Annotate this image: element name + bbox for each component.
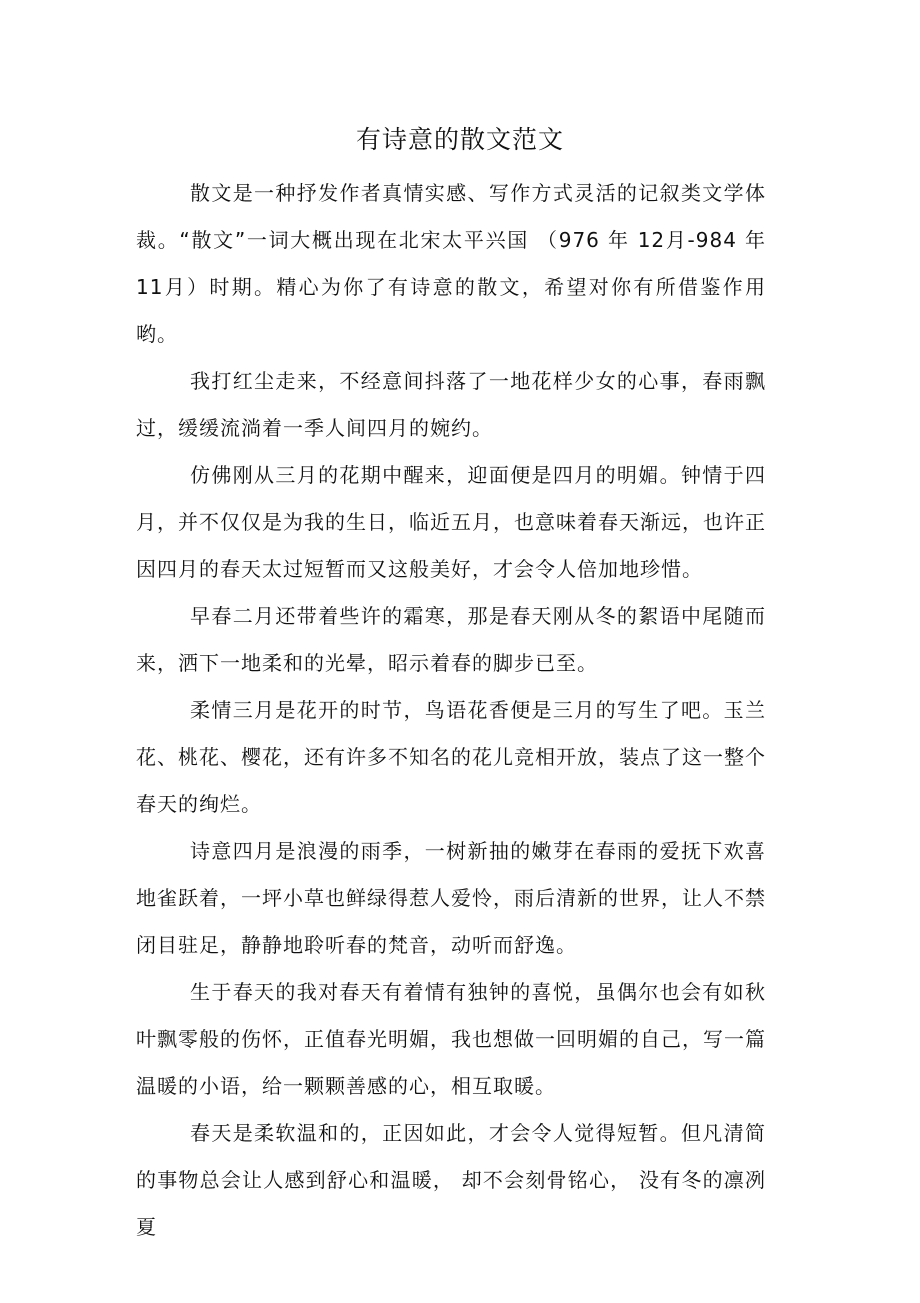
paragraph-february: 早春二月还带着些许的霜寒，那是春天刚从冬的絮语中尾随而来，洒下一地柔和的光晕，昭示着春的脚步已至。 — [136, 604, 766, 675]
paragraph-intro: 散文是一种抒发作者真情实感、写作方式灵活的记叙类文学体裁。“散文”一词大概出现在北宋太平兴国 （976 年 12月-984 年 11月）时期。精心为你了有诗意的散文，希望对你有所借鉴作用哟。 — [136, 181, 766, 346]
paragraph-born-in-spring: 生于春天的我对春天有着情有独钟的喜悦，虽偶尔也会有如秋叶飘零般的伤怀，正值春光明媚，我也想做一回明媚的自己，写一篇温暖的小语，给一颗颗善感的心，相互取暖。 — [136, 980, 766, 1098]
paragraph-spring-gentle: 春天是柔软温和的，正因如此，才会令人觉得短暂。但凡清简的事物总会让人感到舒心和温暖， 却不会刻骨铭心， 没有冬的凛冽夏 — [136, 1121, 766, 1239]
document-title: 有诗意的散文范文 — [355, 125, 564, 154]
paragraph-poetic-april: 诗意四月是浪漫的雨季，一树新抽的嫩芽在春雨的爱抚下欢喜地雀跃着，一坪小草也鲜绿得惹人爱怜，雨后清新的世界，让人不禁闭目驻足，静静地聆听春的梵音，动听而舒逸。 — [136, 839, 766, 957]
paragraph-red-dust: 我打红尘走来，不经意间抖落了一地花样少女的心事，春雨飘过，缓缓流淌着一季人间四月的婉约。 — [136, 369, 766, 440]
paragraph-april: 仿佛刚从三月的花期中醒来，迎面便是四月的明媚。钟情于四月，并不仅仅是为我的生日，临近五月，也意味着春天渐远，也许正因四月的春天太过短暂而又这般美好，才会令人倍加地珍惜。 — [136, 463, 766, 581]
document-body — [136, 170, 766, 1251]
paragraph-march: 柔情三月是花开的时节，鸟语花香便是三月的写生了吧。玉兰花、桃花、樱花，还有许多不知名的花儿竞相开放，装点了这一整个春天的绚烂。 — [136, 698, 766, 816]
